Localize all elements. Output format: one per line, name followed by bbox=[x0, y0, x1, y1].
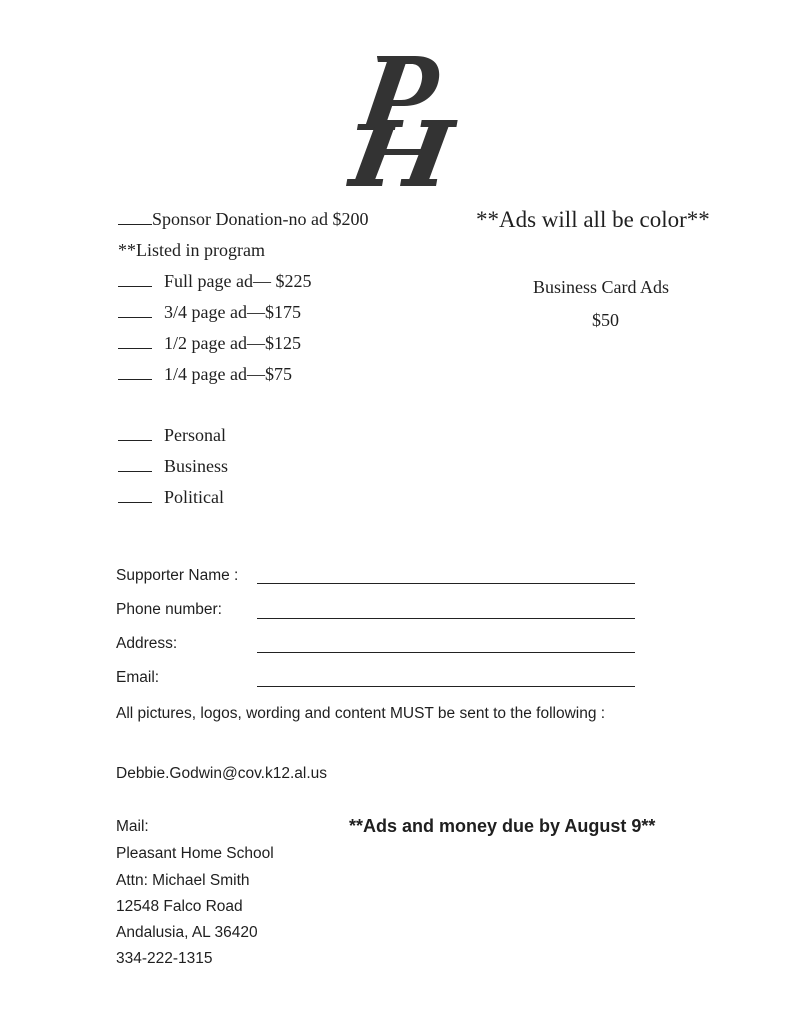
mail-line: Andalusia, AL 36420 bbox=[116, 924, 258, 941]
business-card-title: Business Card Ads bbox=[533, 277, 670, 297]
mail-line: 334-222-1315 bbox=[116, 950, 213, 967]
sponsor-blank[interactable] bbox=[118, 223, 152, 225]
phone-number-label: Phone number: bbox=[116, 601, 222, 618]
address-label: Address: bbox=[116, 635, 178, 652]
option-blank[interactable] bbox=[118, 501, 152, 503]
ad-size-option bbox=[118, 333, 301, 354]
ad-size-label: 1/4 page ad—$75 bbox=[164, 364, 292, 384]
ad-type-label: Personal bbox=[164, 425, 226, 445]
option-blank[interactable] bbox=[118, 347, 152, 349]
option-blank[interactable] bbox=[118, 316, 152, 318]
option-blank[interactable] bbox=[118, 378, 152, 380]
school-logo bbox=[340, 50, 465, 190]
ad-size-label: 1/2 page ad—$125 bbox=[164, 333, 301, 353]
mail-line: Attn: Michael Smith bbox=[116, 872, 250, 889]
address-field[interactable] bbox=[257, 652, 635, 653]
supporter-name-label: Supporter Name : bbox=[116, 567, 239, 584]
supporter-name-field[interactable] bbox=[257, 583, 635, 584]
sponsor-option bbox=[118, 209, 368, 230]
ad-type-option bbox=[118, 425, 226, 446]
ad-size-option bbox=[118, 271, 311, 292]
option-blank[interactable] bbox=[118, 470, 152, 472]
business-card-price: $50 bbox=[592, 310, 619, 330]
ad-size-label: 3/4 page ad—$175 bbox=[164, 302, 301, 322]
ad-type-label: Business bbox=[164, 456, 229, 476]
ad-size-label: Full page ad— $225 bbox=[164, 271, 312, 291]
sponsor-label: Sponsor Donation-no ad $200 bbox=[152, 209, 369, 229]
color-note: **Ads will all be color** bbox=[476, 207, 710, 232]
contact-email: Debbie.Godwin@cov.k12.al.us bbox=[116, 765, 328, 782]
mail-label: Mail: bbox=[116, 818, 149, 835]
email-label: Email: bbox=[116, 669, 160, 686]
ad-type-label: Political bbox=[164, 487, 224, 507]
due-date-note: **Ads and money due by August 9** bbox=[349, 816, 656, 836]
mail-line: 12548 Falco Road bbox=[116, 898, 243, 915]
ad-size-option bbox=[118, 302, 301, 323]
ad-size-option bbox=[118, 364, 292, 385]
sponsor-note: **Listed in program bbox=[118, 240, 265, 260]
ad-type-option bbox=[118, 456, 228, 477]
instructions: All pictures, logos, wording and content MUST be sent to the following : bbox=[116, 705, 606, 722]
mail-line: Pleasant Home School bbox=[116, 845, 274, 862]
option-blank[interactable] bbox=[118, 285, 152, 287]
email-field[interactable] bbox=[257, 686, 635, 687]
option-blank[interactable] bbox=[118, 439, 152, 441]
phone-number-field[interactable] bbox=[257, 618, 635, 619]
ad-type-option bbox=[118, 487, 224, 508]
